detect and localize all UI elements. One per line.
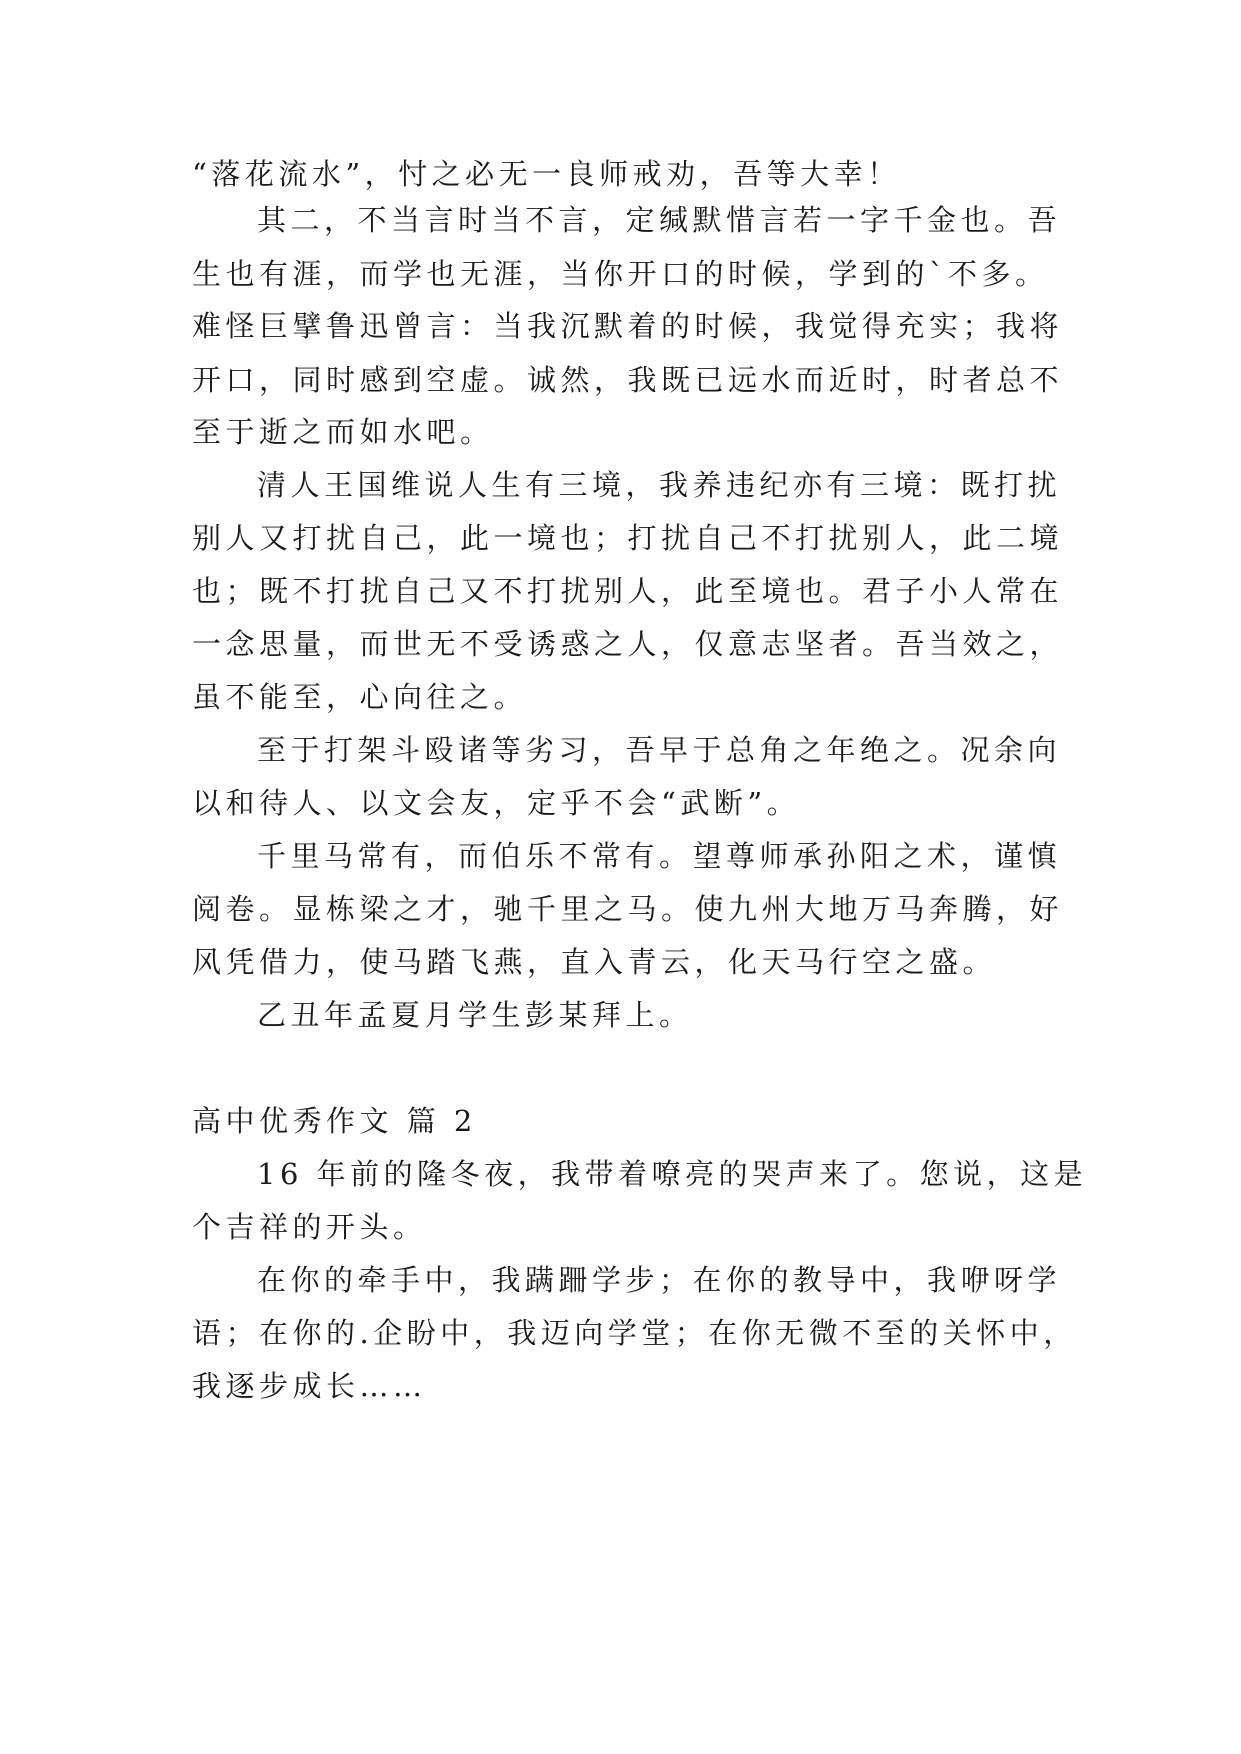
text-line: 生也有涯，而学也无涯，当你开口的时候，学到的`不多。 <box>192 257 1049 291</box>
text-line: 我逐步成长…… <box>192 1369 427 1403</box>
paragraph-start: 在你的牵手中，我蹒跚学步；在你的教导中，我咿呀学 <box>257 1263 1062 1297</box>
text-line: “落花流水”，忖之必无一良师戒劝，吾等大幸！ <box>192 157 901 191</box>
text-line: 阅卷。显栋梁之才，驰千里之马。使九州大地万马奔腾，好 <box>192 892 1064 926</box>
text-line: 难怪巨擘鲁迅曾言：当我沉默着的时候，我觉得充实；我将 <box>192 309 1064 343</box>
text-line: 虽不能至，心向往之。 <box>192 680 528 714</box>
text-line: 个吉祥的开头。 <box>192 1210 427 1244</box>
section-heading: 高中优秀作文 篇 2 <box>192 1104 477 1138</box>
text-line: 也；既不打扰自己又不打扰别人，此至境也。君子小人常在 <box>192 574 1064 608</box>
paragraph-start: 乙丑年孟夏月学生彭某拜上。 <box>257 998 693 1032</box>
paragraph-start: 至于打架斗殴诸等劣习，吾早于总角之年绝之。况余向 <box>257 733 1062 767</box>
text-line: 以和待人、以文会友，定乎不会“武断”。 <box>192 786 801 820</box>
paragraph-start: 其二，不当言时当不言，定缄默惜言若一字千金也。吾 <box>257 203 1062 237</box>
paragraph-start: 16 年前的隆冬夜，我带着嘹亮的哭声来了。您说，这是 <box>257 1157 1088 1191</box>
paragraph-start: 清人王国维说人生有三境，我养违纪亦有三境：既打扰 <box>257 468 1062 502</box>
text-line: 风凭借力，使马踏飞燕，直入青云，化天马行空之盛。 <box>192 945 997 979</box>
text-line: 别人又打扰自己，此一境也；打扰自己不打扰别人，此二境 <box>192 521 1064 555</box>
text-line: 语；在你的.企盼中，我迈向学堂；在你无微不至的关怀中， <box>192 1316 1077 1350</box>
text-line: 至于逝之而如水吧。 <box>192 415 494 449</box>
paragraph-start: 千里马常有，而伯乐不常有。望尊师承孙阳之术，谨慎 <box>257 839 1062 873</box>
text-line: 开口，同时感到空虚。诚然，我既已远水而近时，时者总不 <box>192 363 1064 397</box>
text-line: 一念思量，而世无不受诱惑之人，仅意志坚者。吾当效之， <box>192 627 1064 661</box>
